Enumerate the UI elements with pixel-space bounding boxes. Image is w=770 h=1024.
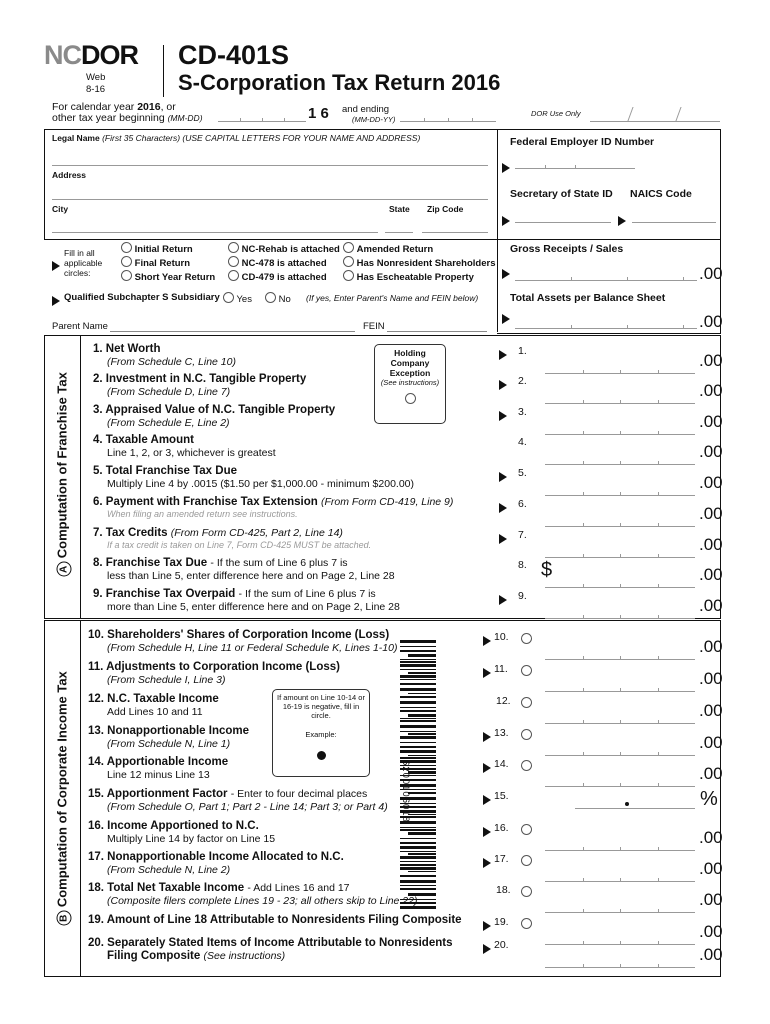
barcode-bar: [400, 679, 436, 680]
line-14-label: 14. Apportionable Income: [88, 756, 229, 768]
circle-icon: [343, 256, 354, 267]
barcode-bar: [400, 720, 436, 722]
line-7-sub: If a tax credit is taken on Line 7, Form CD-425 MUST be attached.: [107, 540, 372, 550]
state-field[interactable]: [385, 224, 413, 233]
arrow-icon: [483, 791, 491, 809]
line-18-cents: .00: [699, 890, 723, 909]
barcode-bar: [408, 771, 436, 774]
dor-use-field: [590, 113, 720, 122]
line-7-ref: 7.: [518, 529, 527, 541]
address-field[interactable]: [52, 191, 488, 200]
barcode-bar: [400, 650, 436, 652]
barcode-bar: [408, 755, 436, 756]
end-date-field[interactable]: [400, 113, 496, 122]
barcode-bar: [400, 746, 436, 748]
line-13-label: 13. Nonapportionable Income: [88, 725, 250, 737]
barcode-bar: [400, 664, 436, 667]
header-divider: [163, 45, 164, 97]
city-field[interactable]: [52, 224, 378, 233]
circle-icon: [343, 270, 354, 281]
line-4-ref: 4.: [518, 436, 527, 448]
line-9-cents: .00: [699, 596, 723, 615]
circle-icon: [121, 270, 132, 281]
decimal-point: [625, 802, 629, 806]
qsss-arrow-icon: [52, 292, 60, 310]
qsss-yes[interactable]: Yes: [223, 292, 252, 305]
check-initial[interactable]: Initial Return: [121, 242, 193, 255]
line-3-label: 3. Appraised Value of N.C. Tangible Property: [93, 404, 336, 416]
line-12-sub: Add Lines 10 and 11: [107, 706, 203, 718]
arrow-icon: [483, 823, 491, 841]
line-3-cents: .00: [699, 412, 723, 431]
line-20-amount[interactable]: [545, 959, 695, 968]
line-10-ref: 10.: [494, 631, 509, 643]
line-20-label: 20. Separately Stated Items of Income Attributable to Nonresidents: [88, 937, 453, 949]
assets-arrow-icon: [502, 310, 510, 328]
line-10-sub: (From Schedule H, Line 11 or Federal Schedule K, Lines 1-10): [107, 642, 398, 654]
line-10-amount[interactable]: [545, 651, 695, 660]
line-6-sub: When filing an amended return see instructions.: [107, 509, 298, 519]
line-3-ref: 3.: [518, 406, 527, 418]
line-13-sub: (From Schedule N, Line 1): [107, 738, 231, 750]
fill-in-label: Fill in all applicable circles:: [64, 248, 103, 278]
barcode-bar: [400, 707, 436, 708]
zip-label: Zip Code: [427, 204, 464, 214]
barcode-bar: [408, 814, 436, 815]
arrow-icon: [499, 591, 507, 609]
parent-fein-label: FEIN: [363, 321, 385, 332]
line-17-amount[interactable]: [545, 873, 695, 882]
line-1-cents: .00: [699, 351, 723, 370]
section-a-title: A Computation of Franchise Tax: [55, 370, 72, 580]
line-7-label: 7. Tax Credits (From Form CD-425, Part 2, Line 14): [93, 527, 343, 539]
barcode-bar: [408, 853, 436, 855]
total-assets-label: Total Assets per Balance Sheet: [510, 292, 666, 304]
line-3-amount[interactable]: [545, 426, 695, 435]
naics-label: NAICS Code: [630, 188, 692, 200]
circle-icon: [121, 256, 132, 267]
fein-arrow-icon: [502, 159, 510, 177]
line-11-cents: .00: [699, 669, 723, 688]
section-a-letter: A: [57, 562, 72, 577]
period-line-2: other tax year beginning (MM-DD): [52, 112, 203, 124]
circle-icon: [343, 242, 354, 253]
check-nonresident[interactable]: Has Nonresident Shareholders: [343, 256, 496, 269]
negative-circle[interactable]: [521, 918, 532, 929]
line-6-amount[interactable]: [545, 518, 695, 527]
negative-circle[interactable]: [521, 665, 532, 676]
state-label: State: [389, 204, 410, 214]
line-8-label: 8. Franchise Tax Due - If the sum of Line 6 plus 7 is: [93, 557, 348, 569]
arrow-icon: [483, 854, 491, 872]
and-ending-label: and ending: [342, 104, 390, 115]
barcode-bar: [408, 792, 436, 794]
identity-divider: [497, 129, 498, 240]
barcode-bar: [408, 654, 436, 657]
right-col-bottom: [497, 333, 721, 334]
line-1-label: 1. Net Worth: [93, 343, 161, 355]
negative-circle[interactable]: [521, 760, 532, 771]
form-title: S-Corporation Tax Return 2016: [178, 70, 501, 95]
city-label: City: [52, 204, 69, 214]
line-12-cents: .00: [699, 701, 723, 720]
sos-id-field[interactable]: [515, 214, 611, 223]
barcode-bar: [400, 669, 436, 670]
barcode-bar: [400, 827, 436, 828]
web-label: Web: [86, 72, 106, 83]
section-b-sidebar: [80, 620, 81, 976]
parent-name-field[interactable]: [110, 331, 355, 332]
total-assets-field[interactable]: [515, 320, 697, 329]
line-7-cents: .00: [699, 535, 723, 554]
line-8-sub: less than Line 5, enter difference here and on Page 2, Line 28: [107, 570, 395, 582]
line-2-ref: 2.: [518, 375, 527, 387]
section-b-title: B Computation of Corporate Income Tax: [55, 644, 72, 954]
fein-field[interactable]: [515, 160, 635, 169]
barcode-bar: [400, 867, 436, 870]
line-17-cents: .00: [699, 859, 723, 878]
revision-date: 8-16: [86, 84, 106, 95]
barcode-bar: [400, 710, 436, 712]
logo-dor: DOR: [81, 40, 138, 70]
arrow-icon: [499, 530, 507, 548]
line-16-cents: .00: [699, 828, 723, 847]
line-6-cents: .00: [699, 504, 723, 523]
line-19-cents: .00: [699, 922, 723, 941]
barcode-bar: [400, 640, 436, 643]
arrow-icon: [483, 664, 491, 682]
line-12-ref: 12.: [496, 695, 511, 707]
barcode-bar: [408, 672, 436, 674]
line-9-amount[interactable]: [545, 610, 695, 619]
year-suffix: 1 6: [308, 105, 329, 122]
line-14-amount[interactable]: [545, 778, 695, 787]
naics-field[interactable]: [632, 214, 716, 223]
agency-logo: [44, 40, 138, 71]
barcode-bar: [400, 757, 436, 759]
line-12-label: 12. N.C. Taxable Income: [88, 693, 219, 705]
line-10-label: 10. Shareholders' Shares of Corporation Income (Loss): [88, 629, 390, 641]
line-4-amount[interactable]: [545, 456, 695, 465]
barcode-bar: [408, 714, 436, 717]
section-a-sidebar: [80, 335, 81, 618]
barcode-bar: [400, 736, 436, 739]
line-2-amount[interactable]: [545, 395, 695, 404]
line-4-label: 4. Taxable Amount: [93, 434, 194, 446]
barcode-bar: [400, 731, 436, 732]
check-amended[interactable]: Amended Return: [343, 242, 433, 255]
gross-cents: .00: [699, 264, 723, 283]
line-9-ref: 9.: [518, 590, 527, 602]
barcode-bar: [408, 733, 436, 735]
circle-icon: [223, 292, 234, 303]
barcode-bar: [400, 696, 436, 698]
line-11-ref: 11.: [494, 663, 508, 675]
check-cd-479[interactable]: CD-479 is attached: [228, 270, 327, 283]
barcode-bar: [400, 675, 436, 678]
line-15-ref: 15.: [494, 790, 509, 802]
line-19-ref: 19.: [494, 916, 509, 928]
barcode-bar: [400, 688, 436, 691]
negative-circle[interactable]: [521, 824, 532, 835]
barcode-bar: [408, 871, 436, 872]
mmddyy-label: (MM-DD-YY): [352, 115, 396, 124]
line-1-amount[interactable]: [545, 365, 695, 374]
barcode-bar: [400, 683, 436, 685]
line-5-cents: .00: [699, 473, 723, 492]
zip-field[interactable]: [422, 224, 488, 233]
naics-arrow-icon: [618, 212, 626, 230]
line-17-ref: 17.: [494, 853, 509, 865]
right-col-divider: [497, 240, 498, 332]
line-20-label-2: Filing Composite (See instructions): [107, 950, 286, 962]
line-2-cents: .00: [699, 381, 723, 400]
circle-icon: [228, 270, 239, 281]
gross-arrow-icon: [502, 265, 510, 283]
arrow-icon: [499, 468, 507, 486]
line-16-ref: 16.: [494, 822, 509, 834]
barcode-bar: [400, 750, 436, 753]
negative-circle[interactable]: [521, 886, 532, 897]
circle-icon: [265, 292, 276, 303]
barcode-bar: [400, 701, 436, 704]
line-13-ref: 13.: [494, 727, 509, 739]
arrow-icon: [499, 376, 507, 394]
arrow-icon: [483, 728, 491, 746]
check-nc-478[interactable]: NC-478 is attached: [228, 256, 327, 269]
negative-circle[interactable]: [521, 729, 532, 740]
form-number: CD-401S: [178, 40, 290, 70]
negative-note-box: If amount on Line 10-14 or 16-19 is negative, fill in circle. Example:: [272, 689, 370, 777]
fill-in-arrow-icon: [52, 257, 60, 275]
logo-nc: NC: [44, 40, 81, 70]
arrow-icon: [499, 346, 507, 364]
barcode-bar: [400, 888, 436, 890]
line-6-label: 6. Payment with Franchise Tax Extension (From Form CD-419, Line 9): [93, 496, 454, 508]
arrow-icon: [483, 940, 491, 958]
barcode-bar: [400, 838, 436, 839]
dollar-sign: $: [541, 559, 553, 581]
line-5-ref: 5.: [518, 467, 527, 479]
line-16-amount[interactable]: [545, 842, 695, 851]
arrow-icon: [499, 407, 507, 425]
qsss-label: Qualified Subchapter S Subsidiary: [64, 292, 220, 303]
arrow-icon: [499, 499, 507, 517]
line-2-sub: (From Schedule D, Line 7): [107, 386, 231, 398]
barcode-bar: [400, 829, 436, 831]
barcode-bar: [400, 856, 436, 859]
line-8-cents: .00: [699, 565, 723, 584]
line-16-label: 16. Income Apportioned to N.C.: [88, 820, 259, 832]
arrow-icon: [483, 632, 491, 650]
line-20-ref: 20.: [494, 939, 509, 951]
negative-circle[interactable]: [521, 697, 532, 708]
begin-date-field[interactable]: [218, 113, 306, 122]
line-16-sub: Multiply Line 14 by factor on Line 15: [107, 833, 276, 845]
barcode-bar: [408, 693, 436, 694]
legal-name-field[interactable]: [52, 157, 488, 166]
gross-receipts-field[interactable]: [515, 272, 697, 281]
line-9-sub: more than Line 5, enter difference here and on Page 2, Line 28: [107, 601, 400, 613]
line-15-sub: (From Schedule O, Part 1; Part 2 - Line 14; Part 3; or Part 4): [107, 801, 388, 813]
line-10-cents: .00: [699, 637, 723, 656]
line-19-amount[interactable]: [545, 936, 695, 945]
barcode-bar: [400, 842, 436, 844]
line-17-sub: (From Schedule N, Line 2): [107, 864, 231, 876]
barcode-bar: [408, 832, 436, 835]
circle-icon: [228, 256, 239, 267]
barcode-bar: [400, 880, 436, 883]
percent-sign: %: [700, 788, 718, 810]
check-nc-rehab[interactable]: NC-Rehab is attached: [228, 242, 340, 255]
barcode-number: 6200106018: [400, 760, 411, 823]
parent-name-label: Parent Name: [52, 321, 108, 332]
line-11-amount[interactable]: [545, 683, 695, 692]
line-20-cents: .00: [699, 945, 723, 964]
fein-label: Federal Employer ID Number: [510, 136, 655, 148]
check-short-year[interactable]: Short Year Return: [121, 270, 215, 283]
line-5-label: 5. Total Franchise Tax Due: [93, 465, 238, 477]
line-12-amount[interactable]: [545, 715, 695, 724]
sos-id-label: Secretary of State ID: [510, 188, 613, 200]
line-2-label: 2. Investment in N.C. Tangible Property: [93, 373, 307, 385]
line-19-label: 19. Amount of Line 18 Attributable to Nonresidents Filing Composite: [88, 914, 462, 926]
line-14-ref: 14.: [494, 758, 509, 770]
line-6-ref: 6.: [518, 498, 527, 510]
barcode-bar: [400, 725, 436, 728]
line-4-sub: Line 1, 2, or 3, whichever is greatest: [107, 447, 276, 459]
line-15-label: 15. Apportionment Factor - Enter to four decimal places: [88, 788, 368, 800]
line-15-factor[interactable]: [575, 800, 695, 809]
barcode-bar: [400, 742, 436, 743]
section-b-letter: B: [57, 911, 72, 926]
arrow-icon: [483, 759, 491, 777]
line-7-amount[interactable]: [545, 549, 695, 558]
line-17-label: 17. Nonapportionable Income Allocated to N.C.: [88, 851, 344, 863]
line-4-cents: .00: [699, 442, 723, 461]
line-11-label: 11. Adjustments to Corporation Income (Loss): [88, 661, 340, 673]
arrow-icon: [483, 917, 491, 935]
circle-icon: [121, 242, 132, 253]
qsss-hint: (If yes, Enter Parent's Name and FEIN below): [306, 293, 479, 303]
dor-use-label: DOR Use Only: [531, 109, 581, 118]
line-18-label: 18. Total Net Taxable Income - Add Lines 16 and 17: [88, 882, 350, 894]
sos-arrow-icon: [502, 212, 510, 230]
barcode-bar: [400, 646, 436, 647]
negative-circle[interactable]: [521, 633, 532, 644]
holding-exception-box: Holding Company Exception (See instructions): [374, 344, 446, 424]
line-1-ref: 1.: [518, 345, 527, 357]
check-final[interactable]: Final Return: [121, 256, 190, 269]
barcode-bar: [400, 875, 436, 877]
line-8-amount[interactable]: [545, 579, 695, 588]
barcode-bar: [400, 718, 436, 719]
line-5-amount[interactable]: [545, 487, 695, 496]
line-13-amount[interactable]: [545, 747, 695, 756]
line-1-sub: (From Schedule C, Line 10): [107, 356, 236, 368]
line-18-ref: 18.: [496, 884, 511, 896]
check-escheatable[interactable]: Has Escheatable Property: [343, 270, 474, 283]
legal-name-label: Legal Name (First 35 Characters) (USE CAPITAL LETTERS FOR YOUR NAME AND ADDRESS): [52, 133, 421, 143]
barcode-bar: [400, 885, 436, 886]
barcode-bar: [400, 851, 436, 852]
barcode-bar: [400, 864, 436, 866]
barcode-bar: [400, 661, 436, 663]
filled-circle-icon: [317, 751, 326, 760]
line-14-cents: .00: [699, 764, 723, 783]
line-5-sub: Multiply Line 4 by .0015 ($1.50 per $1,000.00 - minimum $200.00): [107, 478, 415, 490]
assets-cents: .00: [699, 312, 723, 331]
negative-circle[interactable]: [521, 855, 532, 866]
line-13-cents: .00: [699, 733, 723, 752]
barcode-bar: [400, 861, 436, 862]
circle-icon: [228, 242, 239, 253]
barcode-bar: [400, 846, 436, 849]
line-18-sub: (Composite filers complete Lines 19 - 23; all others skip to Line 22): [107, 895, 418, 907]
period-line-1: For calendar year 2016, or: [52, 101, 176, 113]
line-9-label: 9. Franchise Tax Overpaid - If the sum of Line 6 plus 7 is: [93, 588, 376, 600]
parent-fein-field[interactable]: [387, 331, 487, 332]
line-3-sub: (From Schedule E, Line 2): [107, 417, 230, 429]
gross-receipts-label: Gross Receipts / Sales: [510, 243, 624, 255]
address-label: Address: [52, 170, 87, 180]
line-11-sub: (From Schedule I, Line 3): [107, 674, 226, 686]
line-14-sub: Line 12 minus Line 13: [107, 769, 210, 781]
line-8-ref: 8.: [518, 559, 527, 571]
line-18-amount[interactable]: [545, 904, 695, 913]
qsss-no[interactable]: No: [265, 292, 291, 305]
barcode-bar: [400, 659, 436, 660]
holding-circle[interactable]: [405, 393, 416, 404]
